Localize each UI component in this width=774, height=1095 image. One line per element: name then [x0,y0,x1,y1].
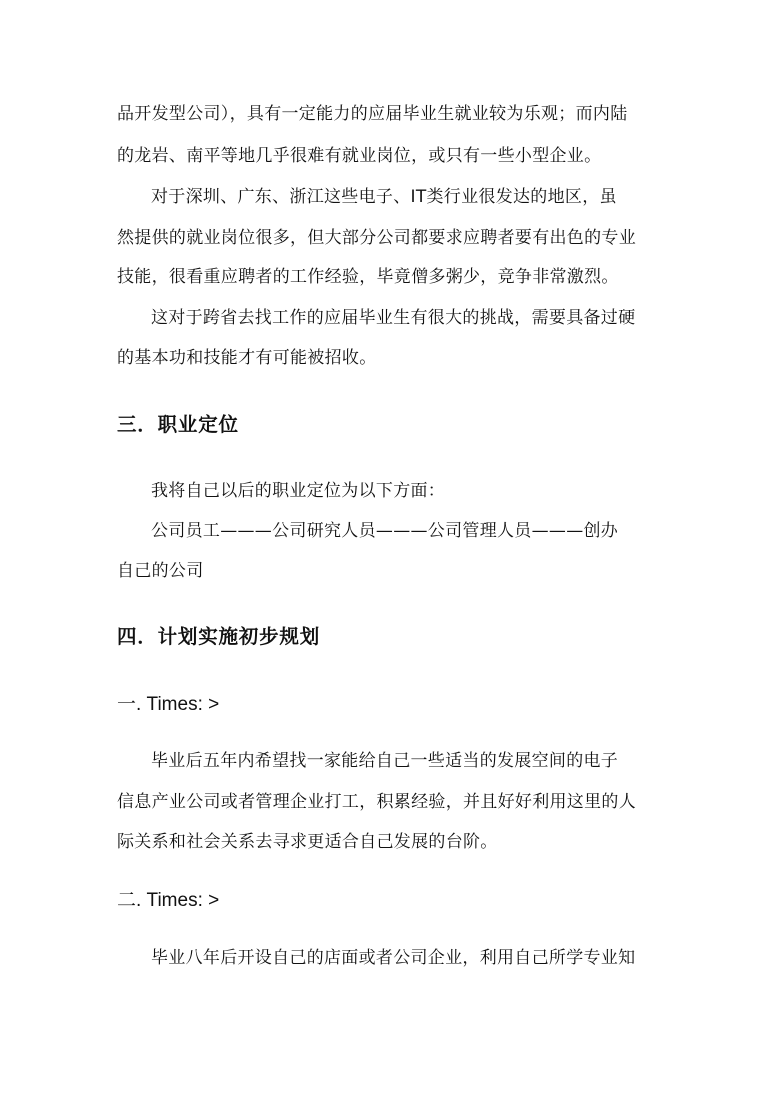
stage-label: 一. Times: > [117,694,220,715]
body-text-line: 这对于跨省去找工作的应届毕业生有很大的挑战，需要具备过硬 [151,308,636,328]
career-path-line: 自己的公司 [117,561,204,581]
body-text-line: 的基本功和技能才有可能被招收。 [117,348,377,368]
body-text-line: 技能，很看重应聘者的工作经验，毕竟僧多粥少，竞争非常激烈。 [117,267,619,287]
section-heading-plan: 四．计划实施初步规划 [117,625,321,648]
body-text-line: 毕业后五年内希望找一家能给自己一些适当的发展空间的电子 [151,751,619,771]
section-heading-career-positioning: 三．职业定位 [117,413,239,436]
body-text-line: 的龙岩、南平等地几乎很难有就业岗位，或只有一些小型企业。 [117,146,602,166]
body-text-line: 对于深圳、广东、浙江这些电子、IT类行业很发达的地区，虽 [151,187,617,207]
body-text-line: 毕业八年后开设自己的店面或者公司企业，利用自己所学专业知 [151,948,636,968]
body-text-line: 际关系和社会关系去寻求更适合自己发展的台阶。 [117,832,498,852]
stage-label: 二. Times: > [117,890,220,911]
body-text-line: 品开发型公司），具有一定能力的应届毕业生就业较为乐观；而内陆 [117,104,628,124]
career-path-line: 公司员工———公司研究人员———公司管理人员———创办 [151,521,619,541]
body-text-line: 我将自己以后的职业定位为以下方面： [151,481,446,501]
body-text-line: 信息产业公司或者管理企业打工，积累经验，并且好好利用这里的人 [117,792,636,812]
body-text-line: 然提供的就业岗位很多，但大部分公司都要求应聘者要有出色的专业 [117,228,636,248]
